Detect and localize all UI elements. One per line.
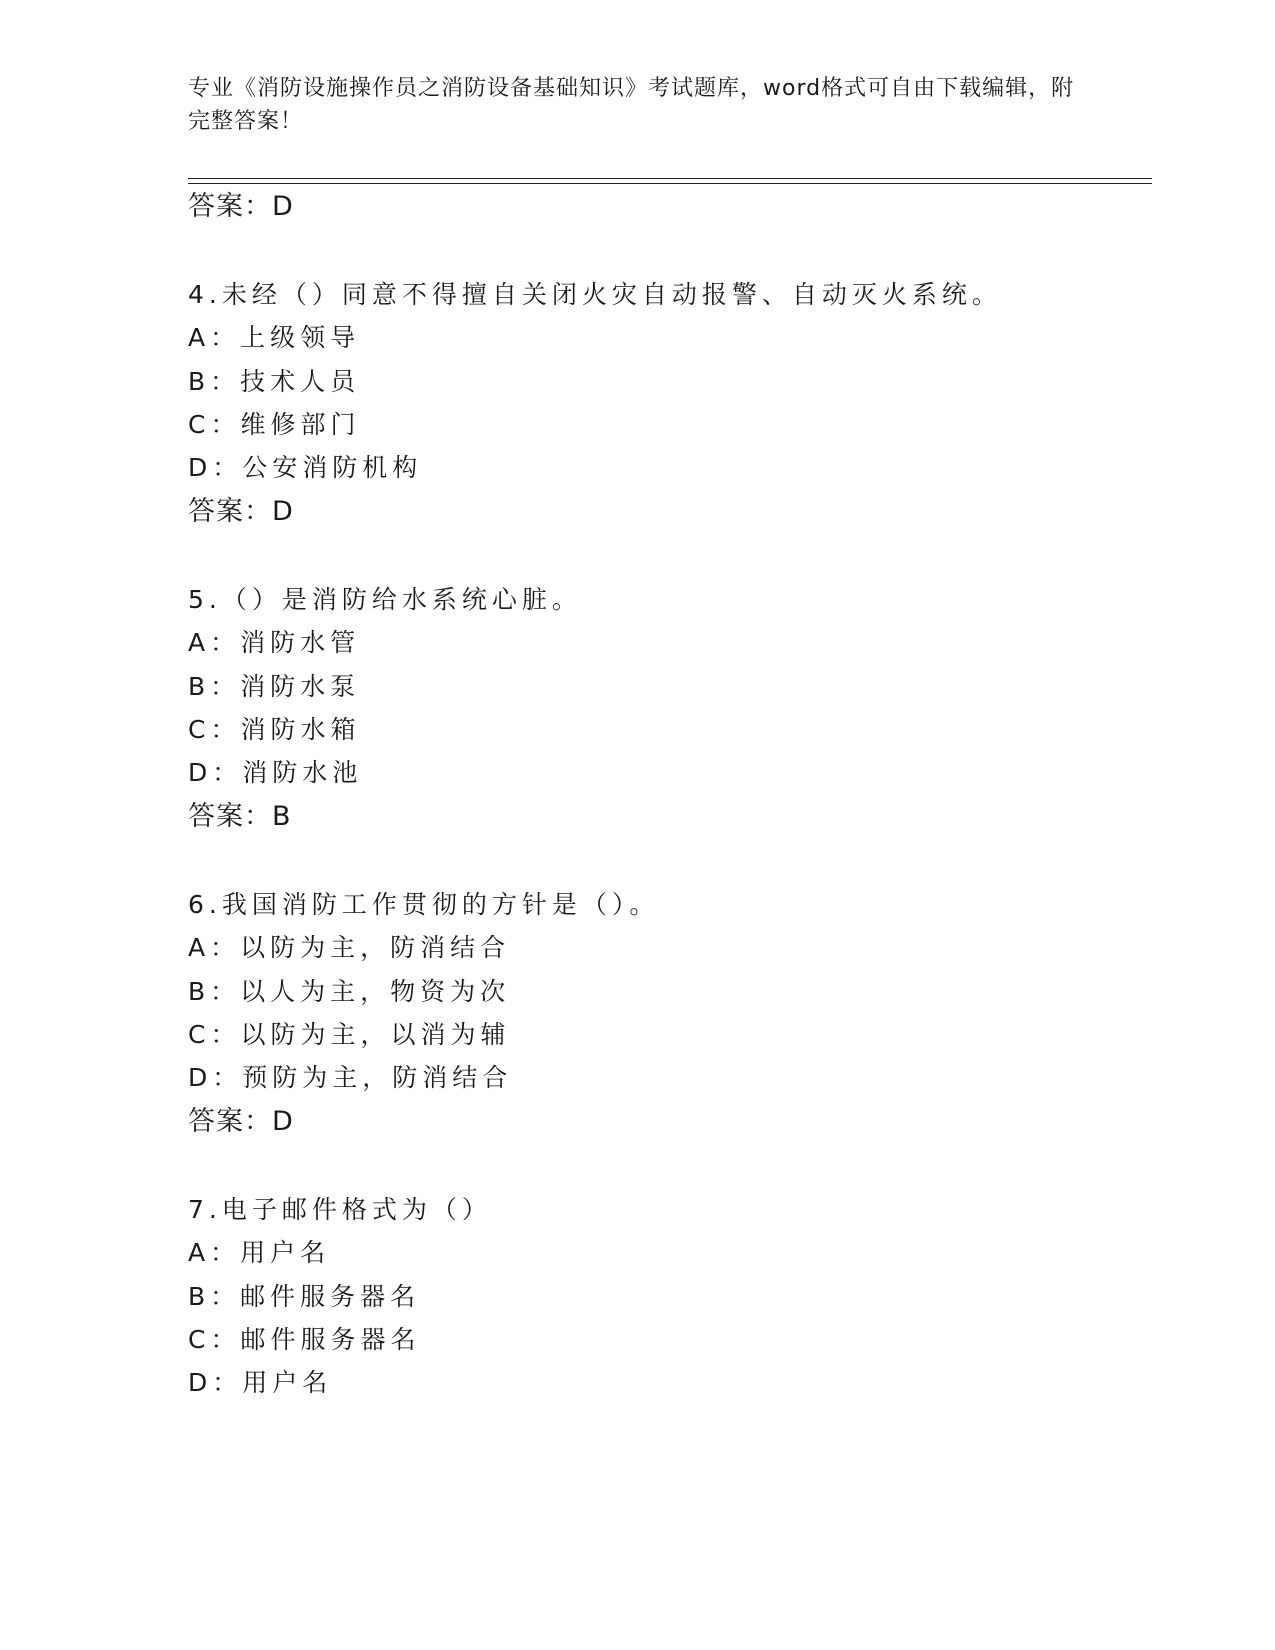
option-c: C：消防水箱: [188, 715, 361, 744]
answer-line: 答案：D: [188, 1106, 294, 1137]
question-stem: 7.电子邮件格式为（）: [188, 1195, 492, 1224]
question-stem: 4.未经（）同意不得擅自关闭火灾自动报警、自动灭火系统。: [188, 280, 1002, 309]
option-a: A：以防为主，防消结合: [188, 933, 511, 962]
option-c: C：以防为主，以消为辅: [188, 1020, 511, 1049]
option-b: B：消防水泵: [188, 672, 361, 701]
document-header: 专业《消防设施操作员之消防设备基础知识》考试题库，word格式可自由下载编辑，附完整答案！: [188, 76, 1075, 134]
header-divider-bottom: [188, 183, 1152, 184]
header-divider-top: [188, 178, 1152, 179]
option-a: A：消防水管: [188, 628, 361, 657]
answer-line: 答案：D: [188, 496, 294, 527]
option-d: D：公安消防机构: [188, 453, 423, 482]
option-c: C：邮件服务器名: [188, 1325, 421, 1354]
option-a: A：上级领导: [188, 323, 361, 352]
option-b: B：以人为主，物资为次: [188, 977, 511, 1006]
option-c: C：维修部门: [188, 410, 361, 439]
option-d: D：用户名: [188, 1368, 333, 1397]
option-d: D：预防为主，防消结合: [188, 1063, 513, 1092]
question-stem: 5.（）是消防给水系统心脏。: [188, 585, 582, 614]
question-stem: 6.我国消防工作贯彻的方针是（）。: [188, 890, 660, 919]
answer-line: 答案：B: [188, 801, 292, 832]
option-d: D：消防水池: [188, 758, 363, 787]
option-a: A：用户名: [188, 1238, 331, 1267]
option-b: B：技术人员: [188, 367, 361, 396]
answer-line: 答案：D: [188, 191, 294, 222]
option-b: B：邮件服务器名: [188, 1282, 421, 1311]
